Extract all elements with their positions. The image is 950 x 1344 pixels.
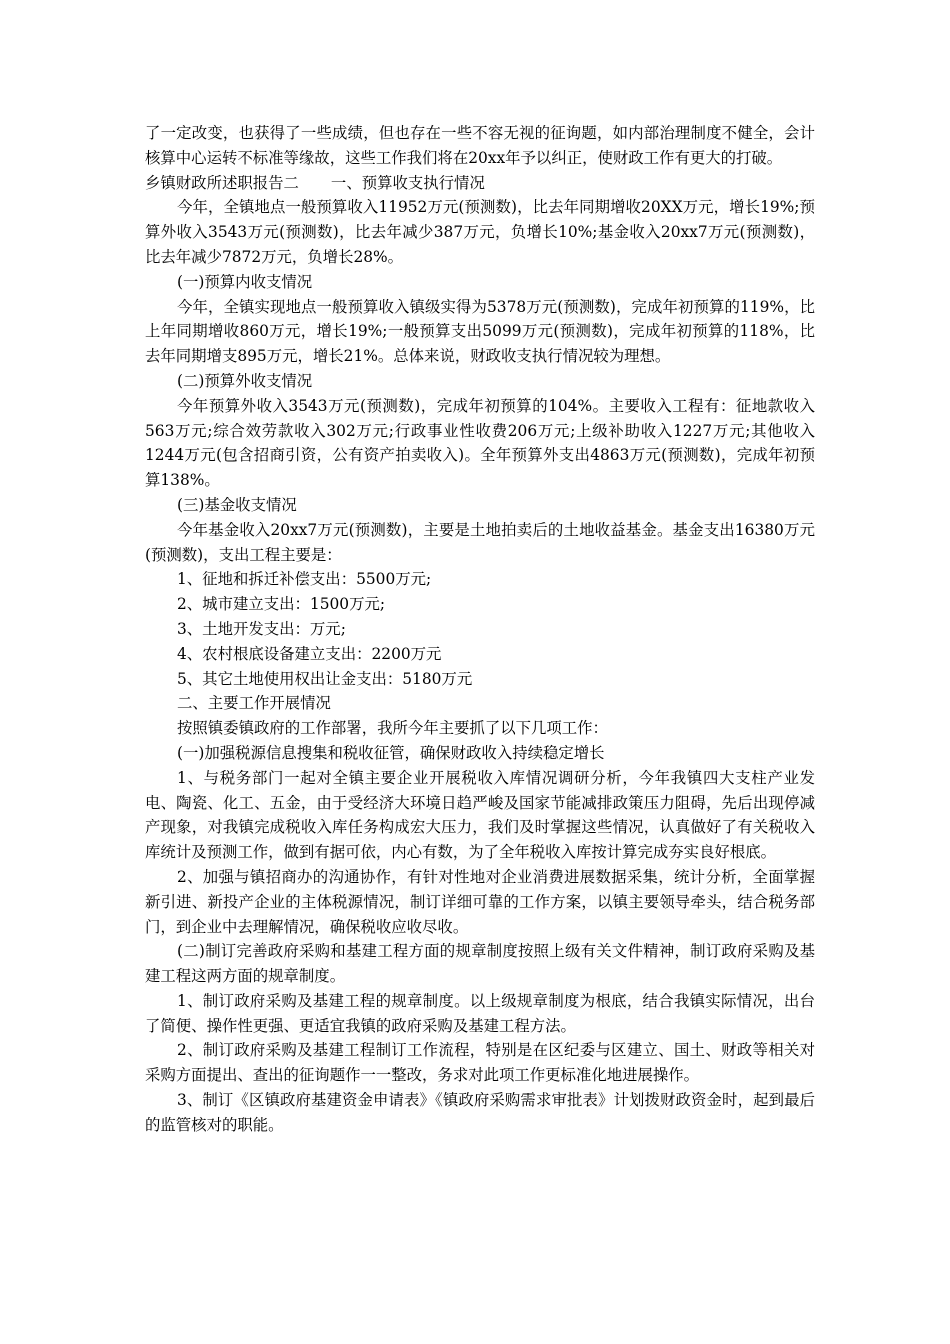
section-heading: 一、预算收支执行情况 xyxy=(330,173,485,192)
paragraph: 今年基金收入20xx7万元(预测数)，主要是土地拍卖后的土地收益基金。基金支出16380万元(预测数)，支出工程主要是： xyxy=(145,520,815,564)
subsection-heading: (二)预算外收支情况 xyxy=(177,371,313,390)
list-item: 4、农村根底设备建立支出：2200万元 xyxy=(177,644,442,663)
paragraph: 3、制订《区镇政府基建资金申请表》《镇政府采购需求审批表》计划拨财政资金时，起到最后的监管核对的职能。 xyxy=(145,1091,815,1134)
paragraph: 今年，全镇地点一般预算收入11952万元(预测数)，比去年同期增收20XX万元，增长19%;预算外收入3543万元(预测数)，比去年减少387万元，负增长10%;基金收入20xx7万元(预测数)，比去年减少7872万元，负增长28%。 xyxy=(145,198,815,266)
document-page xyxy=(145,121,815,1138)
paragraph: 1、与税务部门一起对全镇主要企业开展税收入库情况调研分析，今年我镇四大支柱产业发电、陶瓷、化工、五金，由于受经济大环境日趋严峻及国家节能减排政策压力阻碍，先后出现停减产现象，对我镇完成税收入库任务构成宏大压力，我们及时掌握这些情况，认真做好了有关税收入库统计及预测工作，做到有据可依，内心有数，为了全年税收入库按计算完成夯实良好根底。 xyxy=(145,768,815,862)
subsection-heading: (三)基金收支情况 xyxy=(177,495,297,514)
paragraph: 2、加强与镇招商办的沟通协作，有针对性地对企业消费进展数据采集，统计分析，全面掌握新引进、新投产企业的主体税源情况，制订详细可靠的工作方案，以镇主要领导牵头，结合税务部门，到企业中去理解情况，确保税收应收尽收。 xyxy=(145,867,815,936)
subsection-heading: (一)加强税源信息搜集和税收征管，确保财政收入持续稳定增长 xyxy=(177,743,605,762)
list-item: 5、其它土地使用权出让金支出：5180万元 xyxy=(177,669,473,688)
paragraph: 按照镇委镇政府的工作部署，我所今年主要抓了以下几项工作： xyxy=(177,719,608,738)
paragraph: 了一定改变，也获得了一些成绩，但也存在一些不容无视的征询题，如内部治理制度不健全，会计核算中心运转不标准等缘故，这些工作我们将在20xx年予以纠正，使财政工作有更大的打破。 xyxy=(145,124,815,167)
paragraph: 今年，全镇实现地点一般预算收入镇级实得为5378万元(预测数)，完成年初预算的119%，比上年同期增收860万元，增长19%;一般预算支出5099万元(预测数)，完成年初预算的118%，比去年同期增支895万元，增长21%。总体来说，财政收支执行情况较为理想。 xyxy=(145,297,815,366)
subsection-heading: (一)预算内收支情况 xyxy=(177,272,313,291)
report-title: 乡镇财政所述职报告二 xyxy=(145,173,299,192)
list-item: 1、征地和拆迁补偿支出：5500万元; xyxy=(177,570,432,589)
paragraph: 2、制订政府采购及基建工程制订工作流程，特别是在区纪委与区建立、国土、财政等相关对采购方面提出、查出的征询题作一一整改，务求对此项工作更标准化地进展操作。 xyxy=(145,1041,815,1085)
paragraph: (二)制订完善政府采购和基建工程方面的规章制度按照上级有关文件精神，制订政府采购及基建工程这两方面的规章制度。 xyxy=(145,942,815,986)
paragraph: 1、制订政府采购及基建工程的规章制度。以上级规章制度为根底，结合我镇实际情况，出台了简便、操作性更强、更适宜我镇的政府采购及基建工程方法。 xyxy=(145,991,815,1035)
section-heading: 二、主要工作开展情况 xyxy=(177,694,331,713)
report-heading xyxy=(145,171,815,196)
list-item: 2、城市建立支出：1500万元; xyxy=(177,595,386,614)
paragraph: 今年预算外收入3543万元(预测数)，完成年初预算的104%。主要收入工程有：征地款收入563万元;综合效劳款收入302万元;行政事业性收费206万元;上级补助收入1227万元;其他收入1244万元(包含招商引资，公有资产拍卖收入)。全年预算外支出4863万元(预测数)，完成年初预算138%。 xyxy=(145,396,815,490)
list-item: 3、土地开发支出：万元; xyxy=(177,619,346,638)
